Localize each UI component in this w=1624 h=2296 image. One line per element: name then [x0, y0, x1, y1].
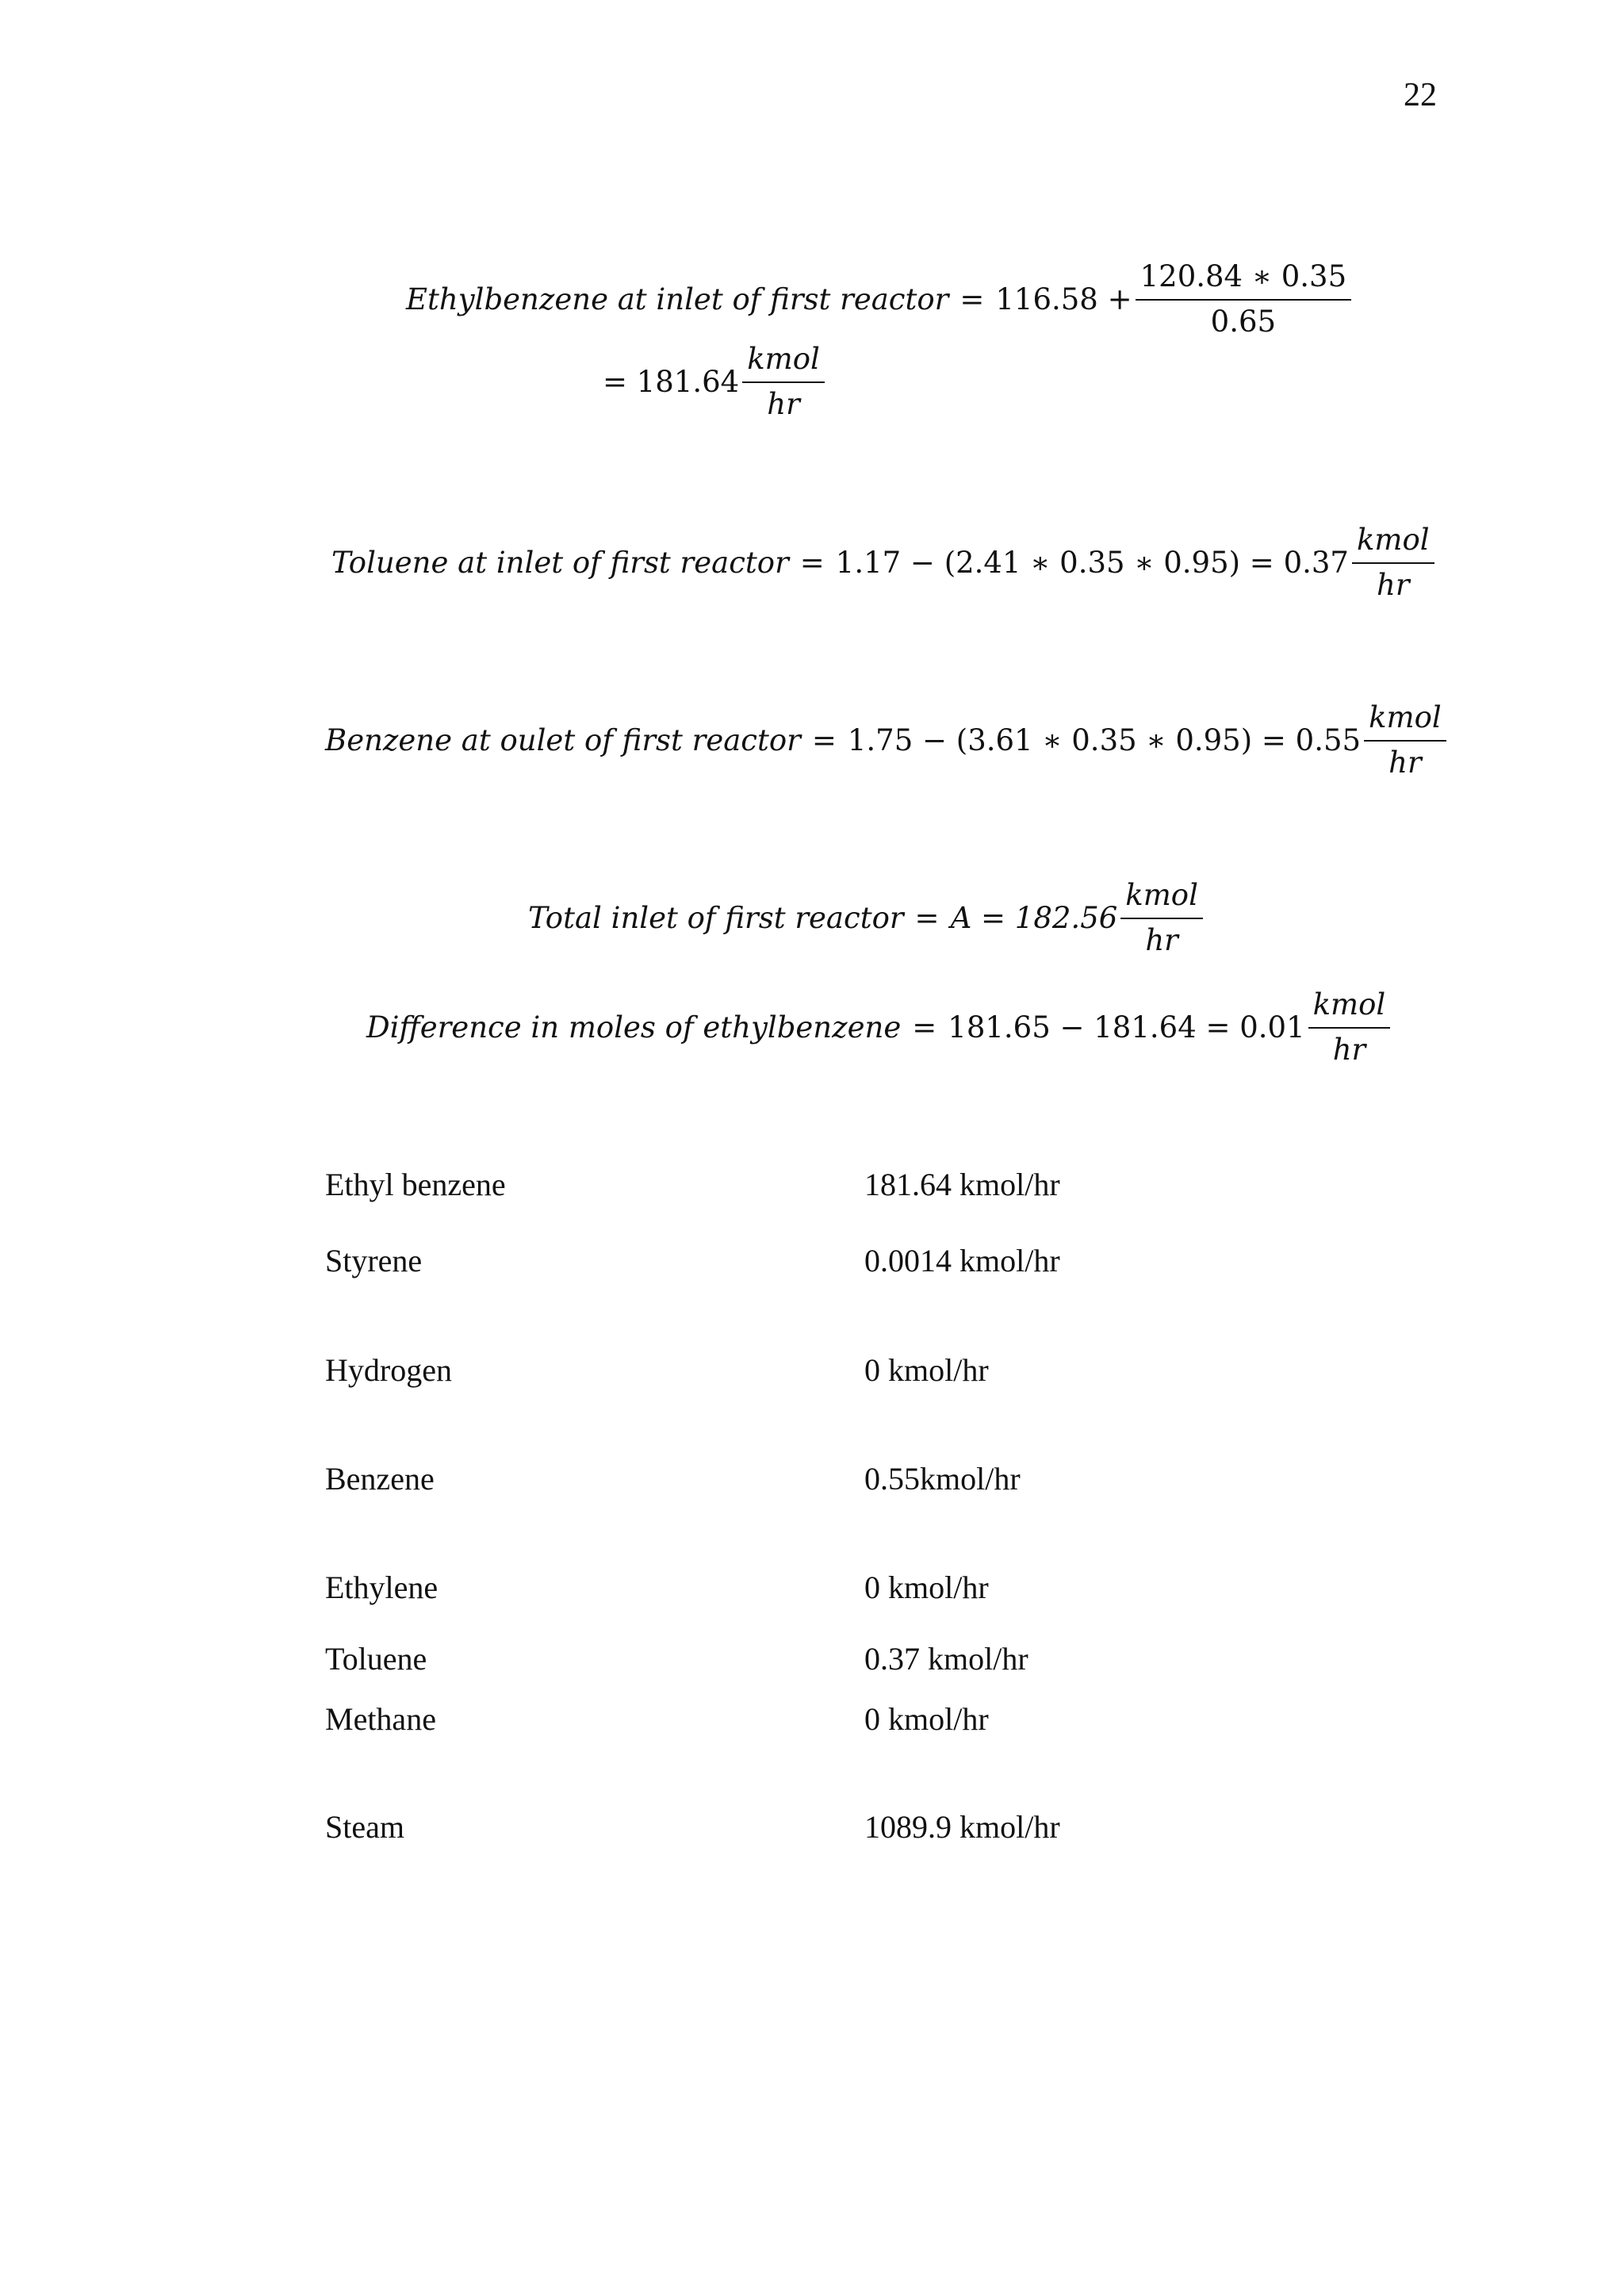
- equals-sign: =: [959, 282, 985, 317]
- page-number: 22: [1404, 77, 1437, 113]
- table-row: [325, 1460, 1197, 1500]
- equation-difference-ethylbenzene: [366, 987, 1393, 1067]
- equation-ethylbenzene-result: [603, 344, 828, 420]
- fraction-numerator: 120.84 ∗ 0.35: [1136, 262, 1352, 301]
- component-flow: 0 kmol/hr: [864, 1570, 989, 1605]
- component-name: Ethyl benzene: [325, 1167, 506, 1202]
- unit-numerator: kmol: [1308, 990, 1391, 1029]
- component-flow: 0 kmol/hr: [864, 1352, 989, 1388]
- table-row: [325, 1640, 1197, 1680]
- equals-sign: =: [811, 723, 837, 758]
- table-row: [325, 1808, 1197, 1848]
- equals-sign: =: [912, 1010, 937, 1045]
- equals-sign: =: [799, 546, 825, 581]
- equation-label: Benzene at oulet of first reactor: [325, 723, 801, 758]
- fraction: [1136, 259, 1352, 339]
- equation-benzene-outlet: [325, 700, 1450, 780]
- equals-sign: =: [914, 901, 940, 936]
- table-row: [325, 1700, 1197, 1740]
- component-name: Steam: [325, 1809, 404, 1845]
- table-row: [325, 1242, 1197, 1282]
- unit-denominator: hr: [1145, 922, 1178, 957]
- equation-label: Ethylbenzene at inlet of first reactor: [406, 282, 949, 317]
- equation-label: Total inlet of first reactor: [528, 901, 904, 936]
- fraction-denominator: 0.65: [1210, 304, 1277, 339]
- component-flow: 1089.9 kmol/hr: [864, 1809, 1060, 1845]
- component-name: Toluene: [325, 1641, 427, 1677]
- component-name: Methane: [325, 1701, 436, 1737]
- unit-fraction: [1308, 987, 1391, 1067]
- unit-fraction: [1120, 880, 1203, 956]
- unit-fraction: [742, 344, 825, 420]
- unit-numerator: kmol: [1352, 525, 1434, 564]
- equation-label: Toluene at inlet of first reactor: [331, 546, 789, 581]
- unit-numerator: kmol: [1120, 880, 1203, 919]
- unit-denominator: hr: [1377, 567, 1410, 602]
- unit-denominator: hr: [1332, 1032, 1366, 1067]
- component-name: Benzene: [325, 1461, 435, 1497]
- component-flow: 0.55kmol/hr: [864, 1461, 1021, 1497]
- unit-denominator: hr: [767, 386, 800, 421]
- equation-toluene-inlet: [331, 525, 1438, 601]
- equation-rhs: 181.65 − 181.64 = 0.01: [948, 1010, 1305, 1045]
- equation-total-inlet: [528, 880, 1206, 956]
- table-row: [325, 1166, 1197, 1205]
- unit-fraction: [1352, 525, 1434, 601]
- component-flow: 0 kmol/hr: [864, 1701, 989, 1737]
- equation-label: Difference in moles of ethylbenzene: [366, 1010, 902, 1045]
- equation-ethylbenzene-inlet: [406, 259, 1354, 339]
- component-flow: 181.64 kmol/hr: [864, 1167, 1060, 1202]
- table-row: [325, 1569, 1197, 1608]
- equation-rhs: 1.75 − (3.61 ∗ 0.35 ∗ 0.95) = 0.55: [847, 723, 1362, 758]
- unit-numerator: kmol: [742, 344, 825, 383]
- equation-rhs: 1.17 − (2.41 ∗ 0.35 ∗ 0.95) = 0.37: [835, 546, 1349, 581]
- component-flow: 0.0014 kmol/hr: [864, 1243, 1060, 1278]
- equation-rhs: 116.58 +: [995, 282, 1132, 317]
- component-name: Hydrogen: [325, 1352, 452, 1388]
- equation-rhs: = 181.64: [603, 365, 740, 400]
- component-name: Styrene: [325, 1243, 423, 1278]
- unit-denominator: hr: [1388, 745, 1422, 780]
- table-row: [325, 1351, 1197, 1391]
- unit-numerator: kmol: [1364, 703, 1446, 742]
- unit-fraction: [1364, 700, 1446, 780]
- component-name: Ethylene: [325, 1570, 439, 1605]
- component-flow: 0.37 kmol/hr: [864, 1641, 1028, 1677]
- equation-rhs: A = 182.56: [950, 901, 1118, 936]
